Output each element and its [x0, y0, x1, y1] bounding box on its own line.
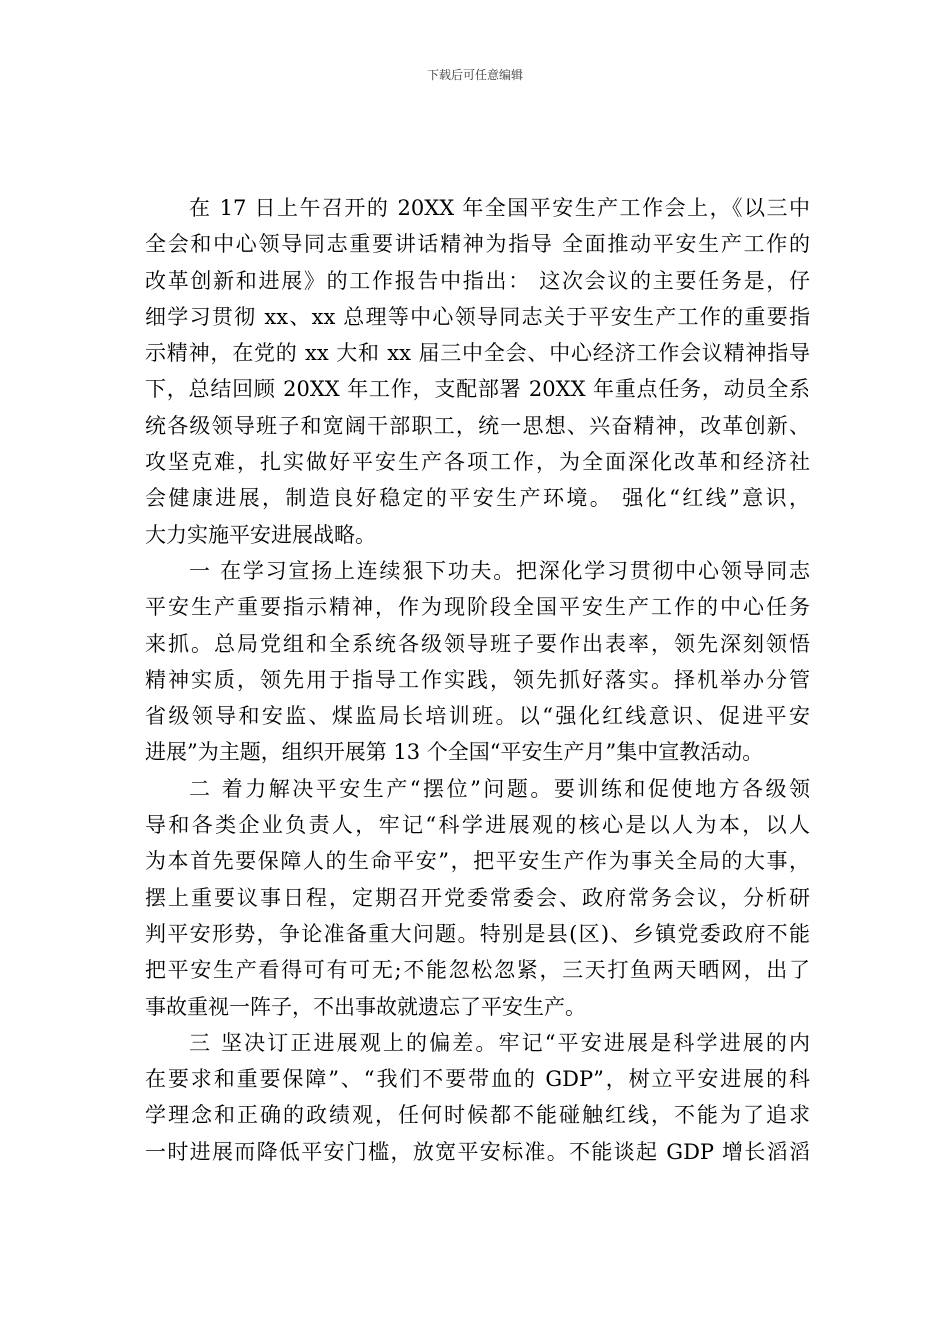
text-line: 在要求和重要保障”、“我们不要带血的 GDP”，树立平安进展的科 — [145, 1067, 810, 1092]
text-line: 细学习贯彻 xx、xx 总理等中心领导同志关于平安生产工作的重要指 — [145, 304, 810, 329]
text-line: 三 坚决订正进展观上的偏差。牢记“平安进展是科学进展的内 — [189, 1030, 810, 1055]
text-line: 判平安形势，争论准备重大问题。特别是县(区)、乡镇党委政府不能 — [145, 921, 810, 946]
text-line: 为本首先要保障人的生命平安”，把平安生产作为事关全局的大事， — [145, 849, 810, 874]
text-line: 摆上重要议事日程，定期召开党委常委会、政府常务会议，分析研 — [145, 885, 810, 910]
text-line: 导和各类企业负责人，牢记“科学进展观的核心是以人为本，以人 — [145, 813, 810, 838]
text-line: 下，总结回顾 20XX 年工作，支配部署 20XX 年重点任务，动员全系 — [145, 377, 810, 402]
text-line: 全会和中心领导同志重要讲话精神为指导 全面推动平安生产工作的 — [145, 232, 810, 257]
text-line: 二 着力解决平安生产“摆位”问题。要训练和促使地方各级领 — [189, 776, 810, 801]
page-header: 下载后可任意编辑 — [426, 68, 523, 82]
text-line: 把平安生产看得可有可无;不能忽松忽紧，三天打鱼两天晒网，出了 — [145, 958, 810, 983]
text-line: 在 17 日上午召开的 20XX 年全国平安生产工作会上，《以三中 — [189, 196, 810, 220]
text-line: 大力实施平安进展战略。 — [145, 522, 376, 547]
text-line: 示精神，在党的 xx 大和 xx 届三中全会、中心经济工作会议精神指导 — [145, 341, 810, 366]
paragraph-2 — [145, 553, 810, 771]
document-body — [145, 190, 810, 1170]
text-line: 省级领导和安监、煤监局长培训班。以“强化红线意识、促进平安 — [145, 704, 810, 729]
text-line: 改革创新和进展》的工作报告中指出： 这次会议的主要任务是，仔 — [145, 268, 810, 293]
paragraph-3 — [145, 771, 810, 1025]
text-line: 事故重视一阵子，不出事故就遗忘了平安生产。 — [145, 994, 586, 1019]
text-line: 平安生产重要指示精神，作为现阶段全国平安生产工作的中心任务 — [145, 595, 810, 620]
text-line: 一时进展而降低平安门槛，放宽平安标准。不能谈起 GDP 增长滔滔 — [145, 1139, 810, 1164]
paragraph-4 — [145, 1025, 810, 1170]
paragraph-1 — [145, 190, 810, 553]
text-line: 精神实质，领先用于指导工作实践，领先抓好落实。择机举办分管 — [145, 667, 810, 692]
text-line: 攻坚克难，扎实做好平安生产各项工作，为全面深化改革和经济社 — [145, 450, 810, 475]
text-line: 进展”为主题，组织开展第 13 个全国“平安生产月”集中宣教活动。 — [145, 740, 764, 765]
text-line: 一 在学习宣扬上连续狠下功夫。把深化学习贯彻中心领导同志 — [189, 558, 810, 583]
text-line: 会健康进展，制造良好稳定的平安生产环境。 强化“红线”意识， — [145, 486, 810, 511]
text-line: 统各级领导班子和宽阔干部职工，统一思想、兴奋精神，改革创新、 — [145, 413, 810, 438]
text-line: 学理念和正确的政绩观，任何时候都不能碰触红线，不能为了追求 — [145, 1103, 810, 1128]
text-line: 来抓。总局党组和全系统各级领导班子要作出表率，领先深刻领悟 — [145, 631, 810, 656]
